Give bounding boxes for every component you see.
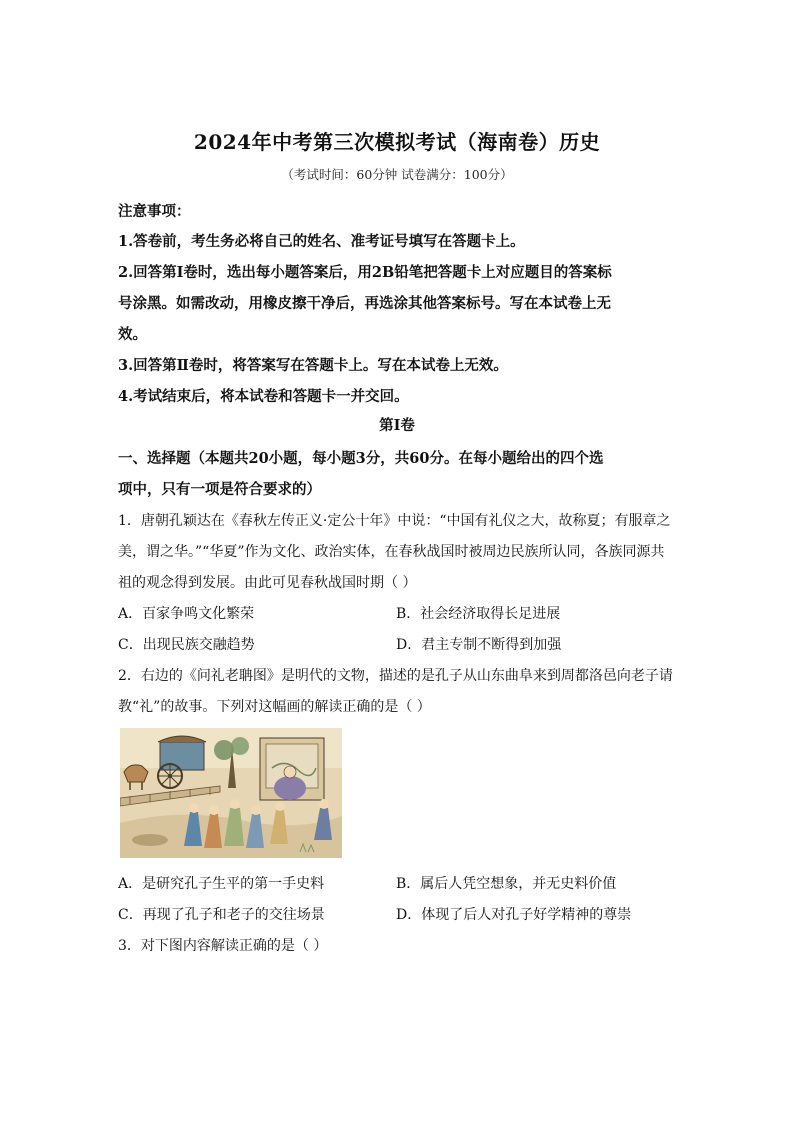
option-c: C．出现民族交融趋势 (118, 637, 255, 653)
option-a: A．百家争鸣文化繁荣 (118, 606, 255, 622)
section-heading: 一、选择题（本题共20小题，每小题3分，共60分。在每小题给出的四个选 (118, 450, 604, 467)
painting-illustration (120, 728, 342, 858)
question-stem: 2．右边的《问礼老聃图》是明代的文物，描述的是孔子从山东曲阜来到周都洛邑向老子请 (118, 668, 673, 684)
note-line: 1.答卷前，考生务必将自己的姓名、准考证号填写在答题卡上。 (118, 233, 525, 250)
question-stem: 3．对下图内容解读正确的是（ ） (118, 938, 328, 954)
page-title: 2024年中考第三次模拟考试（海南卷）历史 (193, 130, 601, 154)
note-line: 4.考试结束后，将本试卷和答题卡一并交回。 (118, 388, 409, 405)
section-heading: 项中，只有一项是符合要求的） (118, 481, 321, 498)
notes-heading: 注意事项： (118, 203, 191, 220)
option-d: D．君主专制不断得到加强 (396, 637, 562, 653)
question-stem: 教“礼”的故事。下列对这幅画的解读正确的是（ ） (118, 699, 431, 715)
question-stem: 1．唐朝孔颖达在《春秋左传正义·定公十年》中说：“中国有礼仪之大，故称夏；有服章之 (118, 513, 671, 529)
note-line: 2.回答第Ⅰ卷时，选出每小题答案后，用2B铅笔把答题卡上对应题目的答案标 (118, 264, 612, 281)
note-line: 效。 (118, 326, 147, 343)
painting-image (120, 728, 342, 858)
option-d: D．体现了后人对孔子好学精神的尊崇 (396, 907, 632, 923)
volume-heading: 第Ⅰ卷 (379, 417, 415, 434)
option-a: A．是研究孔子生平的第一手史料 (118, 876, 325, 892)
exam-info: （考试时间：60分钟 试卷满分：100分） (281, 167, 513, 182)
option-b: B．属后人凭空想象，并无史料价值 (396, 876, 617, 892)
question-stem: 祖的观念得到发展。由此可见春秋战国时期（ ） (118, 575, 417, 591)
option-b: B．社会经济取得长足进展 (396, 606, 561, 622)
note-line: 3.回答第Ⅱ卷时，将答案写在答题卡上。写在本试卷上无效。 (118, 357, 508, 374)
note-line: 号涂黑。如需改动，用橡皮擦干净后，再选涂其他答案标号。写在本试卷上无 (118, 295, 611, 312)
question-stem: 美，谓之华。”“华夏”作为文化、政治实体，在春秋战国时被周边民族所认同，各族同源共 (118, 544, 665, 560)
option-c: C．再现了孔子和老子的交往场景 (118, 907, 325, 923)
